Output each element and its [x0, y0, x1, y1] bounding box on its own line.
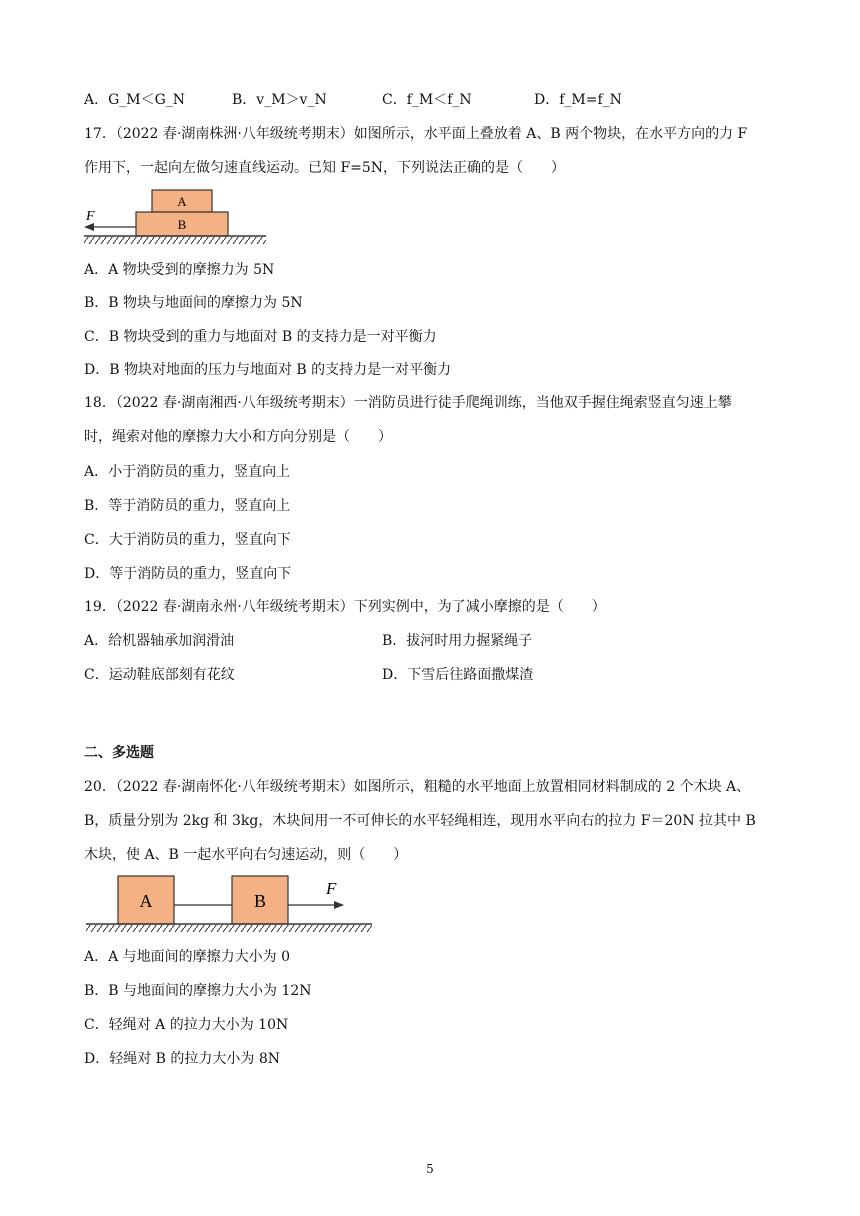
q19-option-c: C．运动鞋底部刻有花纹	[84, 667, 235, 683]
q17-figure	[80, 184, 270, 246]
label-a: A	[139, 891, 153, 911]
arrow-head-icon	[84, 223, 94, 231]
label-b: B	[253, 891, 267, 911]
q20-stem-line3: 木块，使 A、B 一起水平向右匀速运动，则（ ）	[84, 847, 408, 863]
q20-option-d: D．轻绳对 B 的拉力大小为 8N	[84, 1051, 281, 1067]
ground-hatch	[84, 237, 266, 244]
q18-stem-line1: 18．（2022 春·湖南湘西·八年级统考期末）一消防员进行徒手爬绳训练，当他双手握住绳索竖直匀速上攀	[84, 395, 732, 411]
q20-stem-line2: B，质量分别为 2kg 和 3kg，木块间用一不可伸长的水平轻绳相连，现用水平向右的拉力 F＝20N 拉其中 B	[84, 813, 756, 829]
q17-stem-line2: 作用下，一起向左做匀速直线运动。已知 F=5N，下列说法正确的是（ ）	[84, 160, 566, 176]
q18-option-d: D．等于消防员的重力，竖直向下	[84, 566, 292, 582]
label-f: F	[86, 209, 95, 224]
q20-option-b: B．B 与地面间的摩擦力大小为 12N	[84, 983, 312, 999]
q18-option-c: C．大于消防员的重力，竖直向下	[84, 532, 291, 548]
q19-option-a: A．给机器轴承加润滑油	[84, 633, 235, 649]
q19-option-d: D．下雪后往路面撒煤渣	[382, 667, 534, 683]
q18-option-b: B．等于消防员的重力，竖直向上	[84, 498, 291, 514]
page-number: 5	[426, 1162, 434, 1176]
q17-option-a: A．A 物块受到的摩擦力为 5N	[84, 262, 275, 278]
q17-option-c: C．B 物块受到的重力与地面对 B 的支持力是一对平衡力	[84, 329, 437, 345]
q17-option-d: D．B 物块对地面的压力与地面对 B 的支持力是一对平衡力	[84, 362, 452, 378]
q20-option-a: A．A 与地面间的摩擦力大小为 0	[84, 949, 291, 965]
q20-option-c: C．轻绳对 A 的拉力大小为 10N	[84, 1017, 289, 1033]
label-f: F	[326, 879, 337, 898]
label-b: B	[177, 217, 187, 232]
q17-stem-line1: 17．（2022 春·湖南株洲·八年级统考期末）如图所示，水平面上叠放着 A、B 两个物块，在水平方向的力 F	[84, 126, 748, 142]
q19-stem: 19．（2022 春·湖南永州·八年级统考期末）下列实例中，为了减小摩擦的是（ ）	[84, 599, 606, 615]
q20-figure	[82, 872, 374, 934]
arrow-head-icon	[334, 901, 344, 909]
label-a: A	[177, 194, 187, 209]
q16-option-d: D．f_M=f_N	[534, 92, 622, 108]
q18-stem-line2: 时，绳索对他的摩擦力大小和方向分别是（ ）	[84, 429, 392, 445]
q16-option-c: C．f_M＜f_N	[382, 92, 472, 108]
q19-option-b: B．拔河时用力握紧绳子	[382, 633, 533, 649]
q17-option-b: B．B 物块与地面间的摩擦力为 5N	[84, 295, 303, 311]
ground-hatch	[86, 925, 372, 932]
section-heading: 二、多选题	[84, 745, 154, 761]
q20-stem-line1: 20．（2022 春·湖南怀化·八年级统考期末）如图所示，粗糙的水平地面上放置相同材料制成的 2 个木块 A、	[84, 779, 751, 795]
q18-option-a: A．小于消防员的重力，竖直向上	[84, 464, 291, 480]
q16-option-a: A．G_M＜G_N	[84, 92, 186, 108]
q16-option-b: B．v_M＞v_N	[232, 92, 327, 108]
